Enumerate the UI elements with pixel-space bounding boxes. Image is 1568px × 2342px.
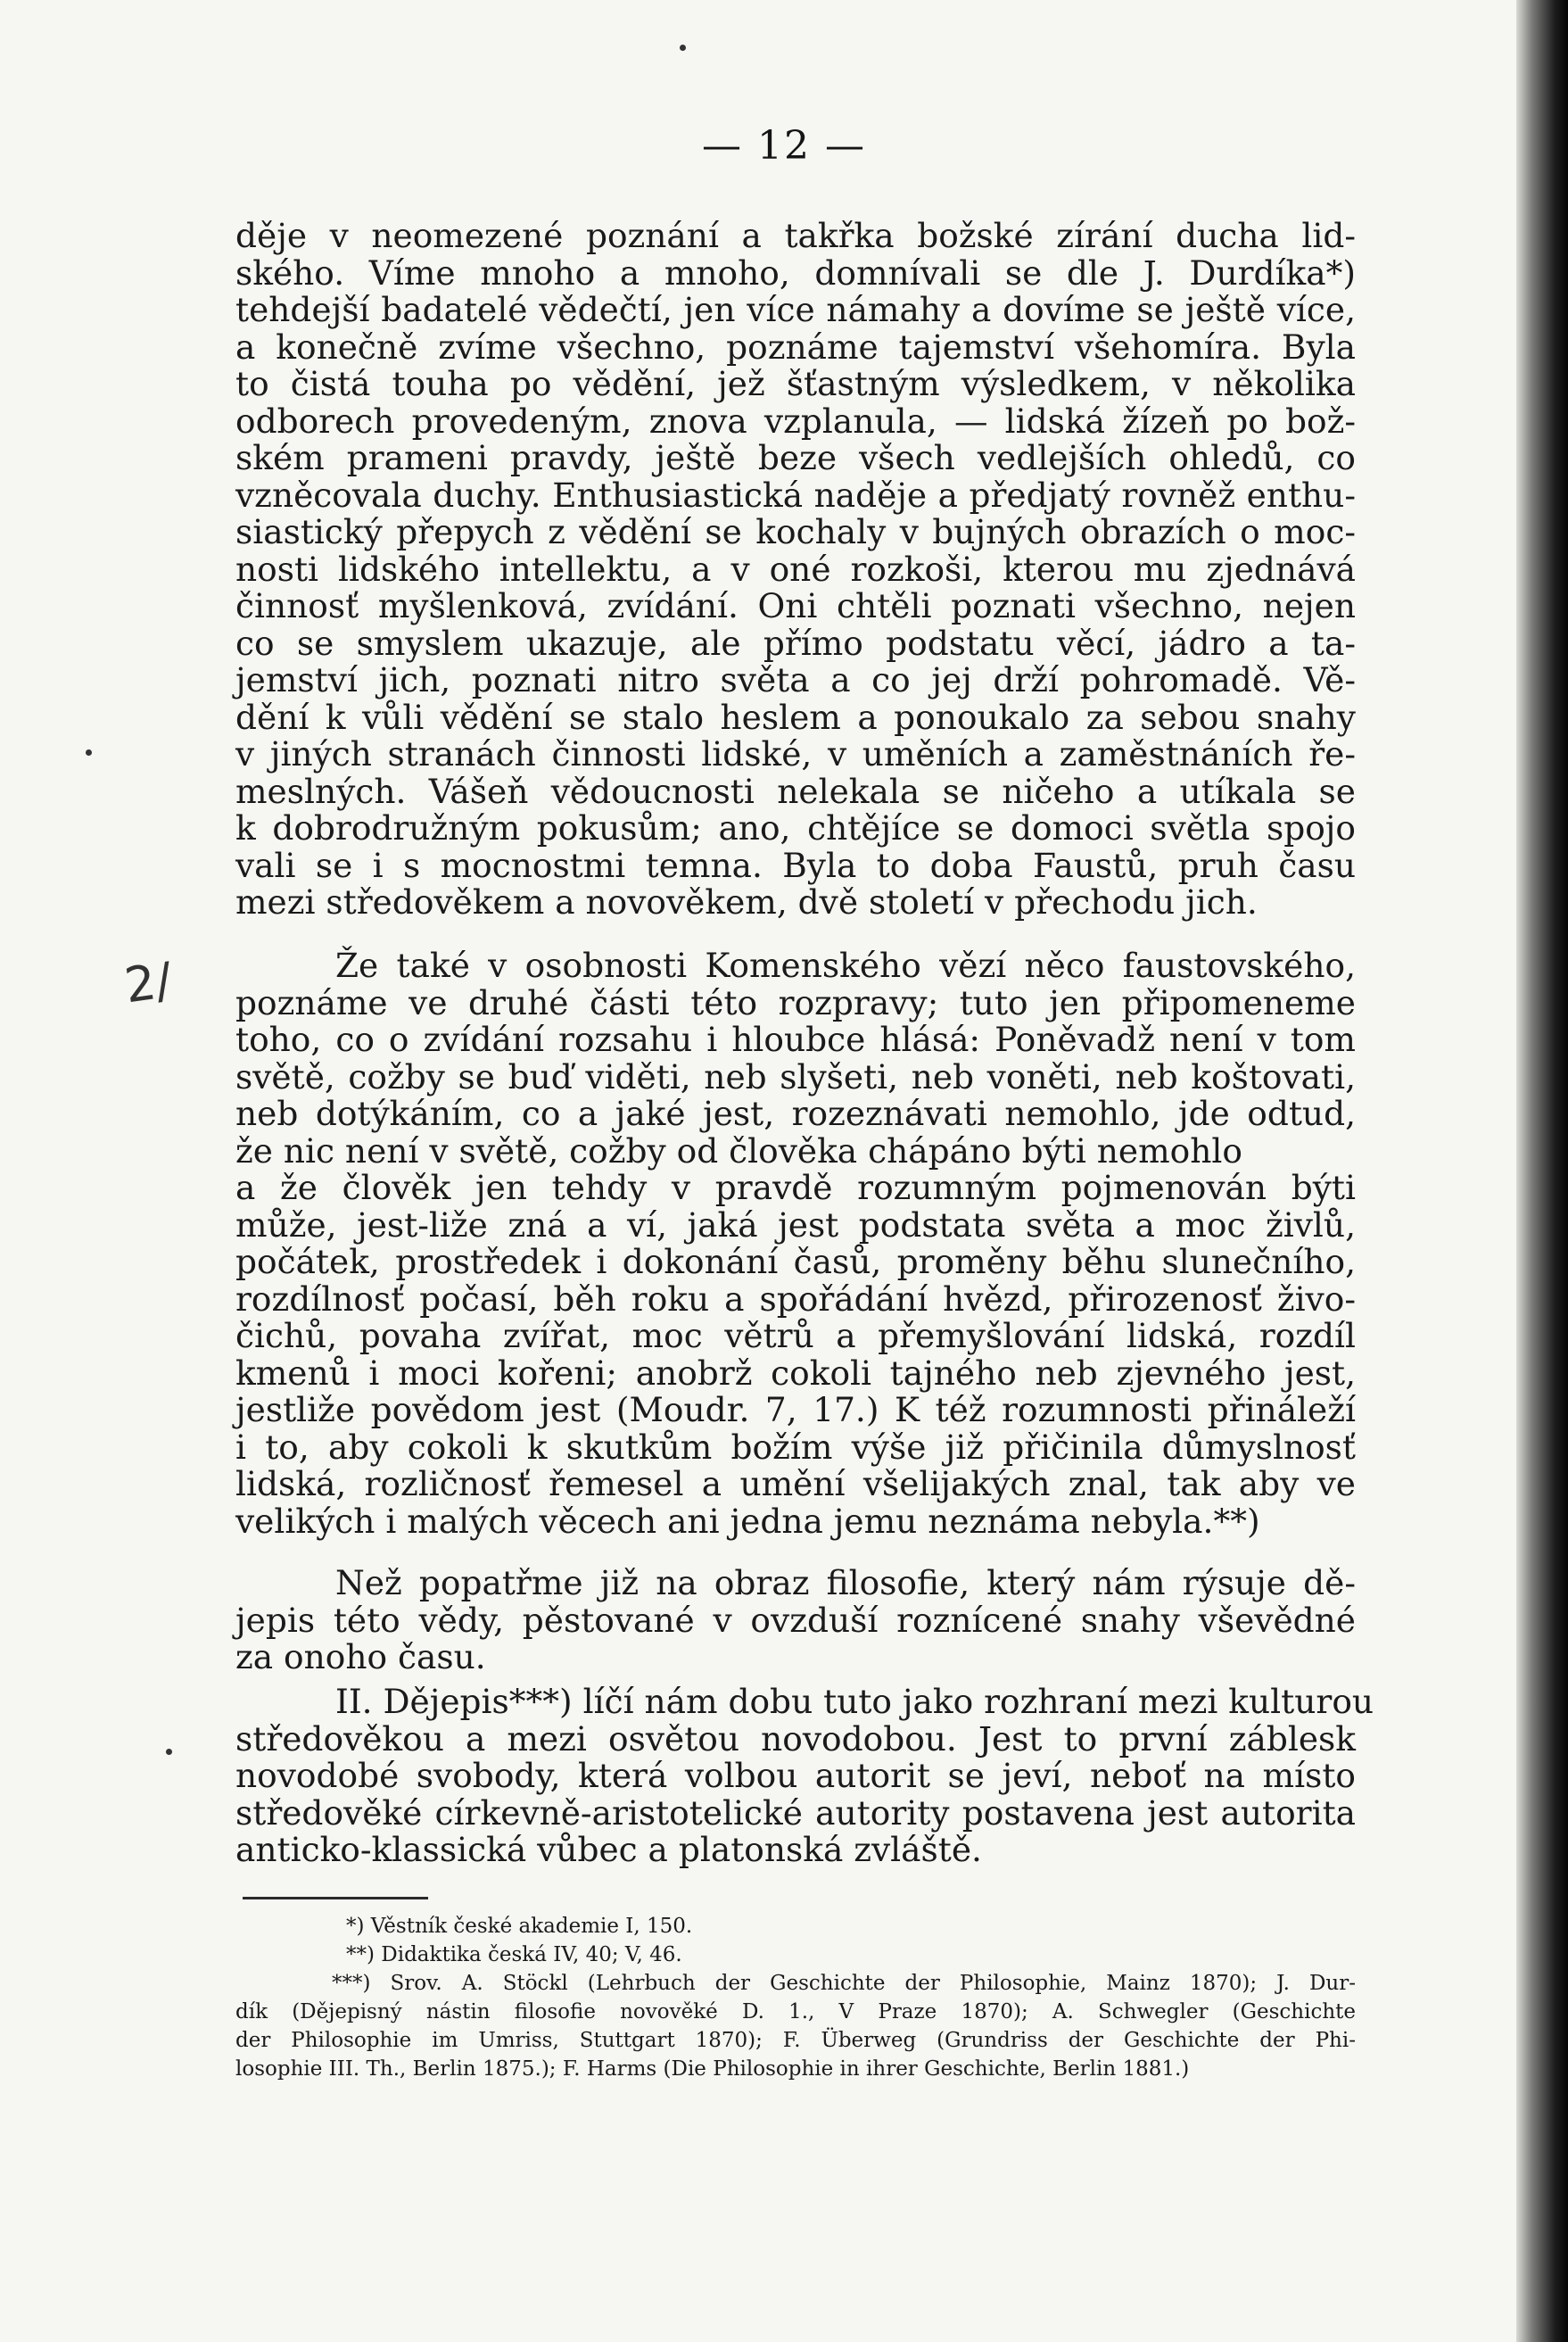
text-line: počátek, prostředek i dokonání časů, proměny běhu slunečního, bbox=[235, 1242, 1356, 1281]
text-line: tehdejší badatelé vědečtí, jen více námahy a dovíme se ještě více, bbox=[235, 290, 1356, 329]
text-line: může, jest-liže zná a ví, jaká jest podstata světa a moc živlů, bbox=[235, 1204, 1356, 1245]
text-line: jestliže povědom jest (Moudr. 7, 17.) K též rozumnosti přináleží bbox=[235, 1390, 1356, 1429]
text-line: neb dotýkáním, co a jaké jest, rozeznávati nemohlo, jde odtud, bbox=[235, 1094, 1356, 1133]
footnote-3-line: der Philosophie im Umriss, Stuttgart 1870); F. Überweg (Grundriss der Geschichte der Phi- bbox=[235, 2029, 1356, 2052]
text-line: k dobrodružným pokusům; ano, chtějíce se domoci světla spojo bbox=[235, 808, 1356, 848]
handwritten-margin-note: 2/ bbox=[120, 951, 176, 1014]
footnote-1: *) Věstník české akademie I, 150. bbox=[346, 1915, 693, 1938]
text-line: i to, aby cokoli k skutkům božím výše již přičinila důmyslnosť bbox=[235, 1427, 1356, 1467]
text-line: čichů, povaha zvířat, moc větrů a přemyšlování lidská, rozdíl bbox=[235, 1316, 1356, 1355]
text-line: rozdílnosť počasí, běh roku a spořádání hvězd, přirozenosť živo- bbox=[235, 1279, 1356, 1319]
text-line: vzněcovala duchy. Enthusiastická naděje a předjatý rovněž enthu- bbox=[235, 475, 1356, 515]
text-line: nosti lidského intellektu, a v oné rozkoši, kterou mu zjednává bbox=[235, 549, 1356, 589]
text-line: velikých i malých věcech ani jedna jemu neznáma nebyla.**) bbox=[235, 1501, 1260, 1541]
footnote-3-line: losophie III. Th., Berlin 1875.); F. Harms (Die Philosophie in ihrer Geschichte, Berlin 1881.) bbox=[235, 2057, 1190, 2081]
text-line: a že člověk jen tehdy v pravdě rozumným pojmenován býti bbox=[235, 1168, 1356, 1207]
text-line: že nic není v světě, cožby od člověka chápáno býti nemohlo bbox=[235, 1130, 1242, 1171]
paper-speck bbox=[86, 749, 92, 756]
text-line: jemství jich, poznati nitro světa a co jej drží pohromadě. Vě- bbox=[235, 660, 1356, 699]
paper-speck bbox=[166, 1749, 172, 1755]
text-line: Že také v osobnosti Komenského vězí něco faustovského, bbox=[335, 946, 1356, 985]
text-line: II. Dějepis***) líčí nám dobu tuto jako rozhraní mezi kulturou bbox=[335, 1682, 1374, 1721]
footnotes bbox=[235, 1912, 1356, 2083]
footnote-3-line: dík (Dějepisný nástin filosofie novověké D. 1., V Praze 1870); A. Schwegler (Geschichte bbox=[235, 2000, 1356, 2023]
paragraph-2 bbox=[235, 948, 1356, 1540]
text-line: kmenů i moci kořeni; anobrž cokoli tajného neb zjevného jest, bbox=[235, 1353, 1356, 1393]
page-number: — 12 — bbox=[702, 123, 866, 169]
text-line: ském prameni pravdy, ještě beze všech vedlejších ohledů, co bbox=[235, 438, 1356, 477]
text-line: jepis této vědy, pěstované v ovzduší roznícené snahy vševědné bbox=[235, 1600, 1356, 1640]
footnote-3-line: ***) Srov. A. Stöckl (Lehrbuch der Geschichte der Philosophie, Mainz 1870); J. Dur- bbox=[332, 1972, 1356, 1995]
text-line: dění k vůli vědění se stalo heslem a ponoukalo za sebou snahy bbox=[235, 697, 1356, 737]
text-line: světě, cožby se buď viděti, neb slyšeti, neb voněti, neb koštovati, bbox=[235, 1056, 1356, 1097]
text-line: a konečně zvíme všechno, poznáme tajemství všehomíra. Byla bbox=[235, 327, 1356, 367]
text-line: vali se i s mocnostmi temna. Byla to doba Faustů, pruh času bbox=[235, 845, 1356, 885]
text-line: Než popatřme již na obraz filosofie, který nám rýsuje dě- bbox=[335, 1563, 1356, 1602]
text-line: děje v neomezené poznání a takřka božské zírání ducha lid- bbox=[235, 216, 1356, 255]
text-line: za onoho času. bbox=[235, 1637, 486, 1676]
text-line: lidská, rozličnosť řemesel a umění všelijakých znal, tak aby ve bbox=[235, 1464, 1356, 1503]
text-line: novodobé svobody, která volbou autorit se jeví, neboť na místo bbox=[235, 1756, 1356, 1795]
text-line: činnosť myšlenková, zvídání. Oni chtěli poznati všechno, nejen bbox=[235, 586, 1356, 625]
text-line: co se smyslem ukazuje, ale přímo podstatu věcí, jádro a ta- bbox=[235, 623, 1356, 663]
text-line: toho, co o zvídání rozsahu i hloubce hlásá: Poněvadž není v tom bbox=[235, 1020, 1356, 1059]
text-line: anticko-klassická vůbec a platonská zvláště. bbox=[235, 1830, 982, 1869]
text-line: v jiných stranách činnosti lidské, v uměních a zaměstnáních ře- bbox=[235, 734, 1356, 774]
paragraph-4 bbox=[235, 1682, 1374, 1869]
footnote-2: **) Didaktika česká IV, 40; V, 46. bbox=[346, 1943, 682, 1966]
text-line: ského. Víme mnoho a mnoho, domnívali se dle J. Durdíka*) bbox=[235, 252, 1356, 293]
text-line: středověké církevně-aristotelické autority postavena jest autorita bbox=[235, 1792, 1356, 1833]
book-spine-edge bbox=[1516, 0, 1568, 2342]
text-line: odborech provedeným, znova vzplanula, — lidská žízeň po bož- bbox=[235, 401, 1356, 441]
paragraph-3 bbox=[235, 1565, 1356, 1676]
paragraph-1 bbox=[235, 218, 1356, 922]
text-line: to čistá touha po vědění, jež šťastným výsledkem, v několika bbox=[235, 364, 1356, 403]
text-line: mezi středověkem a novověkem, dvě století v přechodu jich. bbox=[235, 882, 1258, 922]
text-line: středověkou a mezi osvětou novodobou. Jest to první záblesk bbox=[235, 1718, 1356, 1759]
text-line: meslných. Vášeň vědoucnosti nelekala se ničeho a utíkala se bbox=[235, 771, 1356, 811]
text-line: poznáme ve druhé části této rozpravy; tuto jen připomeneme bbox=[235, 982, 1356, 1022]
footnote-divider bbox=[243, 1897, 428, 1899]
text-line: siastický přepych z vědění se kochaly v bujných obrazích o moc- bbox=[235, 512, 1356, 551]
paper-speck bbox=[680, 45, 686, 51]
